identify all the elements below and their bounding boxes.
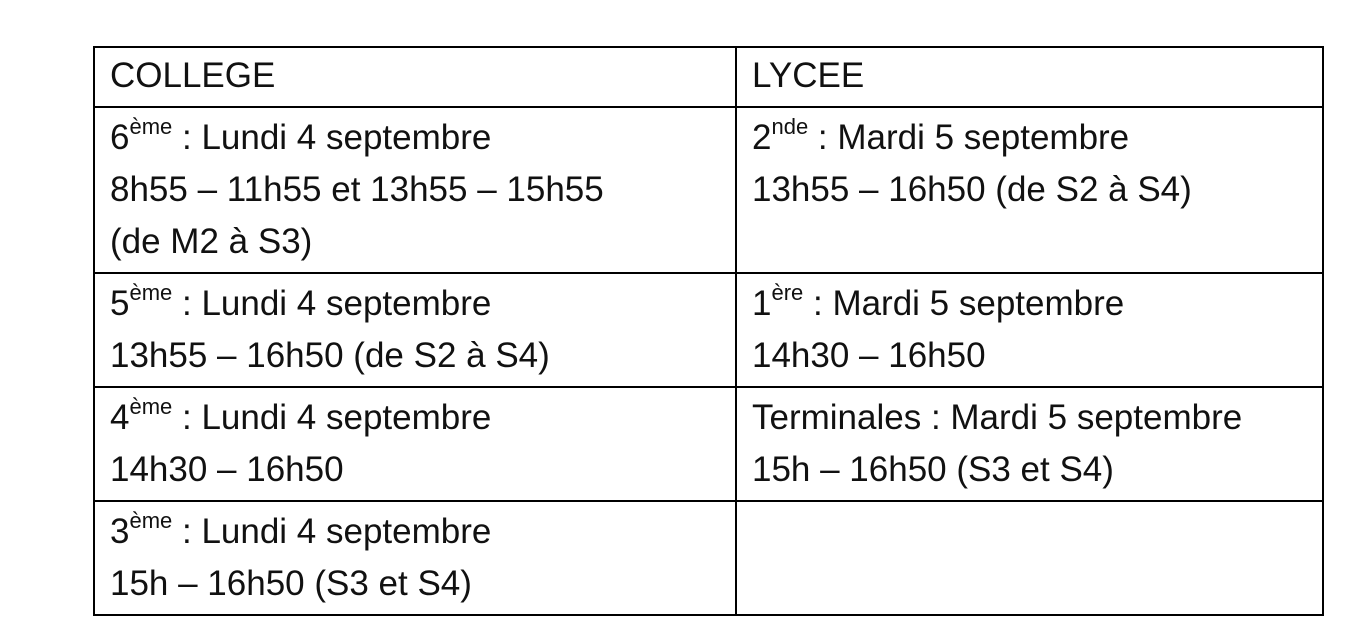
college-6eme-cell bbox=[94, 107, 736, 273]
lycee-2nde-cell bbox=[736, 107, 1323, 273]
time-line: 13h55 – 16h50 (de S2 à S4) bbox=[110, 336, 550, 375]
level-suffix: ème bbox=[129, 280, 173, 306]
level-title bbox=[752, 112, 1308, 164]
level-number: Terminales bbox=[752, 398, 922, 437]
time-line: 8h55 – 11h55 et 13h55 – 15h55 bbox=[110, 170, 604, 209]
level-number: 4 bbox=[110, 398, 130, 437]
table-row bbox=[94, 273, 1323, 387]
level-suffix: ème bbox=[129, 114, 173, 140]
level-suffix: nde bbox=[771, 114, 809, 140]
level-suffix: ème bbox=[129, 508, 173, 534]
lycee-header: LYCEE bbox=[736, 47, 1323, 107]
lycee-terminales-cell bbox=[736, 387, 1323, 501]
table-row bbox=[94, 501, 1323, 615]
table-row bbox=[94, 387, 1323, 501]
level-day: : Mardi 5 septembre bbox=[921, 398, 1243, 437]
lycee-1ere-cell bbox=[736, 273, 1323, 387]
level-day: : Mardi 5 septembre bbox=[808, 118, 1130, 157]
level-number: 5 bbox=[110, 284, 130, 323]
college-5eme-cell bbox=[94, 273, 736, 387]
level-day: : Lundi 4 septembre bbox=[172, 284, 492, 323]
schedule-table bbox=[93, 46, 1324, 616]
level-title bbox=[110, 392, 721, 444]
level-day: : Lundi 4 septembre bbox=[172, 118, 492, 157]
level-day: : Mardi 5 septembre bbox=[803, 284, 1125, 323]
level-title bbox=[110, 278, 721, 330]
time-line: 15h – 16h50 (S3 et S4) bbox=[110, 564, 472, 603]
time-line: (de M2 à S3) bbox=[110, 222, 313, 261]
college-header: COLLEGE bbox=[94, 47, 736, 107]
table-row bbox=[94, 107, 1323, 273]
level-suffix: ère bbox=[771, 280, 804, 306]
level-title bbox=[752, 278, 1308, 330]
level-number: 6 bbox=[110, 118, 130, 157]
level-number: 3 bbox=[110, 512, 130, 551]
college-3eme-cell bbox=[94, 501, 736, 615]
level-title bbox=[110, 112, 721, 164]
college-4eme-cell bbox=[94, 387, 736, 501]
header-row bbox=[94, 47, 1323, 107]
level-day: : Lundi 4 septembre bbox=[172, 398, 492, 437]
level-suffix: ème bbox=[129, 394, 173, 420]
level-number: 2 bbox=[752, 118, 772, 157]
time-line: 14h30 – 16h50 bbox=[752, 336, 986, 375]
time-line: 15h – 16h50 (S3 et S4) bbox=[752, 450, 1114, 489]
empty-cell bbox=[736, 501, 1323, 615]
level-day: : Lundi 4 septembre bbox=[172, 512, 492, 551]
level-number: 1 bbox=[752, 284, 772, 323]
level-title bbox=[752, 392, 1308, 444]
level-title bbox=[110, 506, 721, 558]
time-line: 13h55 – 16h50 (de S2 à S4) bbox=[752, 170, 1192, 209]
time-line: 14h30 – 16h50 bbox=[110, 450, 344, 489]
